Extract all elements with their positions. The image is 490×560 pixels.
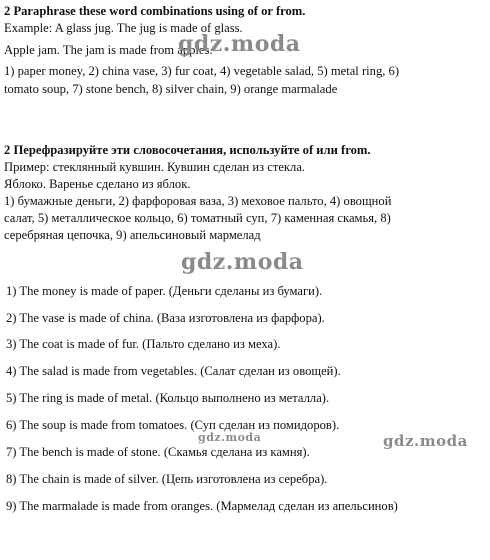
exercise-heading-en: 2 Paraphrase these word combinations using of or from.	[4, 4, 306, 18]
answer-line: 3) The coat is made of fur. (Пальто сделано из меха).	[6, 337, 281, 351]
answer-line: 5) The ring is made of metal. (Кольцо выполнено из металла).	[6, 391, 330, 405]
watermark-logo: gdz.moda	[383, 432, 468, 450]
items-line-3-ru: серебряная цепочка, 9) апельсиновый мармелад	[4, 228, 261, 242]
example-line-1-en: Example: A glass jug. The jug is made of glass.	[4, 21, 243, 35]
answer-line: 9) The marmalade is made from oranges. (Мармелад сделан из апельсинов)	[6, 499, 398, 513]
example-line-2-ru: Яблоко. Варенье сделано из яблок.	[4, 177, 191, 191]
items-line-2-ru: салат, 5) металлическое кольцо, 6) томатный суп, 7) каменная скамья, 8)	[4, 211, 391, 225]
exercise-heading-ru: 2 Перефразируйте эти словосочетания, используйте of или from.	[4, 143, 371, 157]
answer-line: 1) The money is made of paper. (Деньги сделаны из бумаги).	[6, 284, 323, 298]
answer-line: 7) The bench is made of stone. (Скамья сделана из камня).	[6, 445, 310, 459]
example-line-1-ru: Пример: стеклянный кувшин. Кувшин сделан из стекла.	[4, 160, 306, 174]
items-line-1-en: 1) paper money, 2) china vase, 3) fur coat, 4) vegetable salad, 5) metal ring, 6)	[4, 64, 400, 78]
items-line-2-en: tomato soup, 7) stone bench, 8) silver chain, 9) orange marmalade	[4, 82, 338, 96]
answer-line: 8) The chain is made of silver. (Цепь изготовлена из серебра).	[6, 472, 328, 486]
answer-line: 2) The vase is made of china. (Ваза изготовлена из фарфора).	[6, 311, 325, 325]
answer-line: 6) The soup is made from tomatoes. (Суп сделан из помидоров).	[6, 418, 340, 432]
watermark-logo: gdz.moda	[181, 249, 304, 275]
answer-line: 4) The salad is made from vegetables. (Салат сделан из овощей).	[6, 364, 341, 378]
example-line-2-en: Apple jam. The jam is made from apples.	[4, 43, 213, 57]
watermark-logo: gdz.moda	[178, 31, 301, 57]
watermark-logo: gdz.moda	[198, 431, 262, 444]
items-line-1-ru: 1) бумажные деньги, 2) фарфоровая ваза, 3) меховое пальто, 4) овощной	[4, 194, 392, 208]
